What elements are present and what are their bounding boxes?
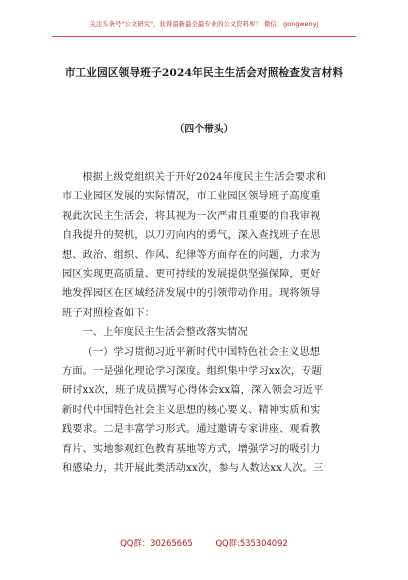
header-promo-note: 关注头条号"公文研究"，获得最新最全最专业的公文资料库！ 微信：gongwenyj — [89, 21, 319, 28]
header-divider — [52, 36, 356, 37]
body-line: （一）学习贯彻习近平新时代中国特色社会主义思想 — [82, 346, 321, 358]
footer-contact — [0, 537, 408, 549]
body-line: 育片、实地参观红色教育基地等方式，增强学习的吸引力 — [62, 443, 321, 455]
body-line: 和感染力，共开展此类活动xx次，参与人数达xx人次。三 — [62, 463, 324, 475]
document-subtitle: （四个带头） — [174, 124, 234, 135]
body-line: 市工业园区发展的实际情况，市工业园区领导班子高度重 — [62, 191, 321, 203]
body-line: 视此次民主生活会，将其视为一次严肃且重要的自我审视 — [62, 210, 321, 222]
document-title: 市工业园区领导班子2024年民主生活会对照检查发言材料 — [64, 67, 344, 79]
section-heading: 一、上年度民主生活会整改落实情况 — [82, 327, 248, 339]
body-line: 方面。一是强化理论学习深度。组织集中学习xx次，专题 — [62, 366, 322, 378]
body-line: 新时代中国特色社会主义思想的核心要义、精神实质和实 — [62, 404, 321, 416]
body-line: 自我提升的契机，以刀刃向内的勇气，深入查找班子在思 — [62, 230, 321, 242]
body-line: 研讨xx次，班子成员撰写心得体会xx篇，深入领会习近平 — [62, 385, 324, 397]
body-line: 想、政治、组织、作风、纪律等方面存在的问题，力求为 — [62, 249, 321, 261]
body-line: 践要求。二是丰富学习形式。通过邀请专家讲座、观看教 — [62, 424, 321, 436]
body-line: 地发挥园区在区域经济发展中的引领带动作用。现将领导 — [62, 288, 321, 300]
document-body — [62, 168, 348, 479]
footer-qq-group-2: QQ群:535304092 — [215, 538, 288, 548]
body-line: 班子对照检查如下： — [62, 307, 156, 319]
body-line: 根据上级党组织关于开好2024年度民主生活会要求和 — [82, 172, 327, 183]
footer-qq-group-1: QQ群：30265665 — [120, 538, 193, 548]
body-line: 园区实现更高质量、更可持续的发展提供坚强保障，更好 — [62, 269, 321, 281]
